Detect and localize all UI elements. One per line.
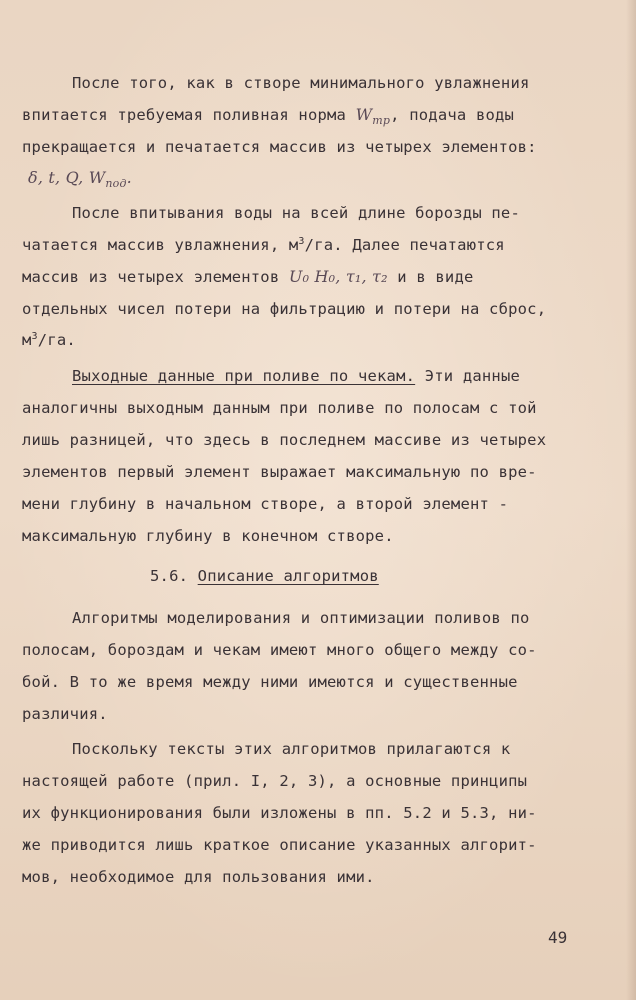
text-line: После впитывания воды на всей длине борозды пе-	[72, 204, 520, 222]
text-line: впитается требуемая поливная норма $W_{тр}$, подача воды	[22, 105, 515, 128]
text-line: Выходные данные при поливе по чекам. Эти данные	[72, 367, 521, 385]
handwritten-symbols: U₀ H₀, τ₁, τ₂	[288, 267, 388, 286]
text-line: настоящей работе (прил. I, 2, 3), а основные принципы	[22, 772, 528, 790]
handwritten-symbols: δ, t, Q, W	[28, 168, 106, 187]
text-line: бой. В то же время между ними имеются и существенные	[22, 673, 518, 691]
text-line: лишь разницей, что здесь в последнем массиве из четырех	[22, 431, 547, 449]
text-line: элементов первый элемент выражает максимальную по вре-	[22, 463, 537, 481]
text-line: же приводится лишь краткое описание указанных алгорит-	[22, 836, 537, 854]
handwritten-symbol: W	[355, 105, 373, 124]
text-line: аналогичны выходным данным при поливе по полосам с той	[22, 399, 537, 417]
section-heading: 5.6. Описание алгоритмов	[150, 567, 379, 585]
text-line: прекращается и печатается массив из четырех элементов:	[22, 138, 537, 156]
text-line: δ, t, Q, $W_{под}$.	[28, 168, 132, 191]
text-line: различия.	[22, 705, 108, 723]
text-line: массив из четырех элементов U₀ H₀, τ₁, τ₂ и в виде	[22, 267, 474, 286]
page-number: 49	[548, 928, 568, 947]
text-line: Поскольку тексты этих алгоритмов прилагаются к	[72, 740, 511, 758]
text-line: мени глубину в начальном створе, а второй элемент -	[22, 495, 509, 513]
text-line: их функционирования были изложены в пп. 5.2 и 5.3, ни-	[22, 804, 537, 822]
text-line: отдельных чисел потери на фильтрацию и потери на сброс,	[22, 300, 547, 318]
text-line: Алгоритмы моделирования и оптимизации поливов по	[72, 609, 530, 627]
text-line: мов, необходимое для пользования ими.	[22, 868, 375, 886]
text-line: максимальную глубину в конечном створе.	[22, 527, 394, 545]
text-line: чатается массив увлажнения, $м^3/га$. Далее печатаются	[22, 236, 505, 254]
text-line: После того, как в створе минимального увлажнения	[72, 74, 530, 92]
text-line: $м^3/га$.	[22, 331, 76, 349]
text-line: полосам, бороздам и чекам имеют много общего между со-	[22, 641, 537, 659]
section-subheading: Выходные данные при поливе по чекам.	[72, 367, 416, 385]
